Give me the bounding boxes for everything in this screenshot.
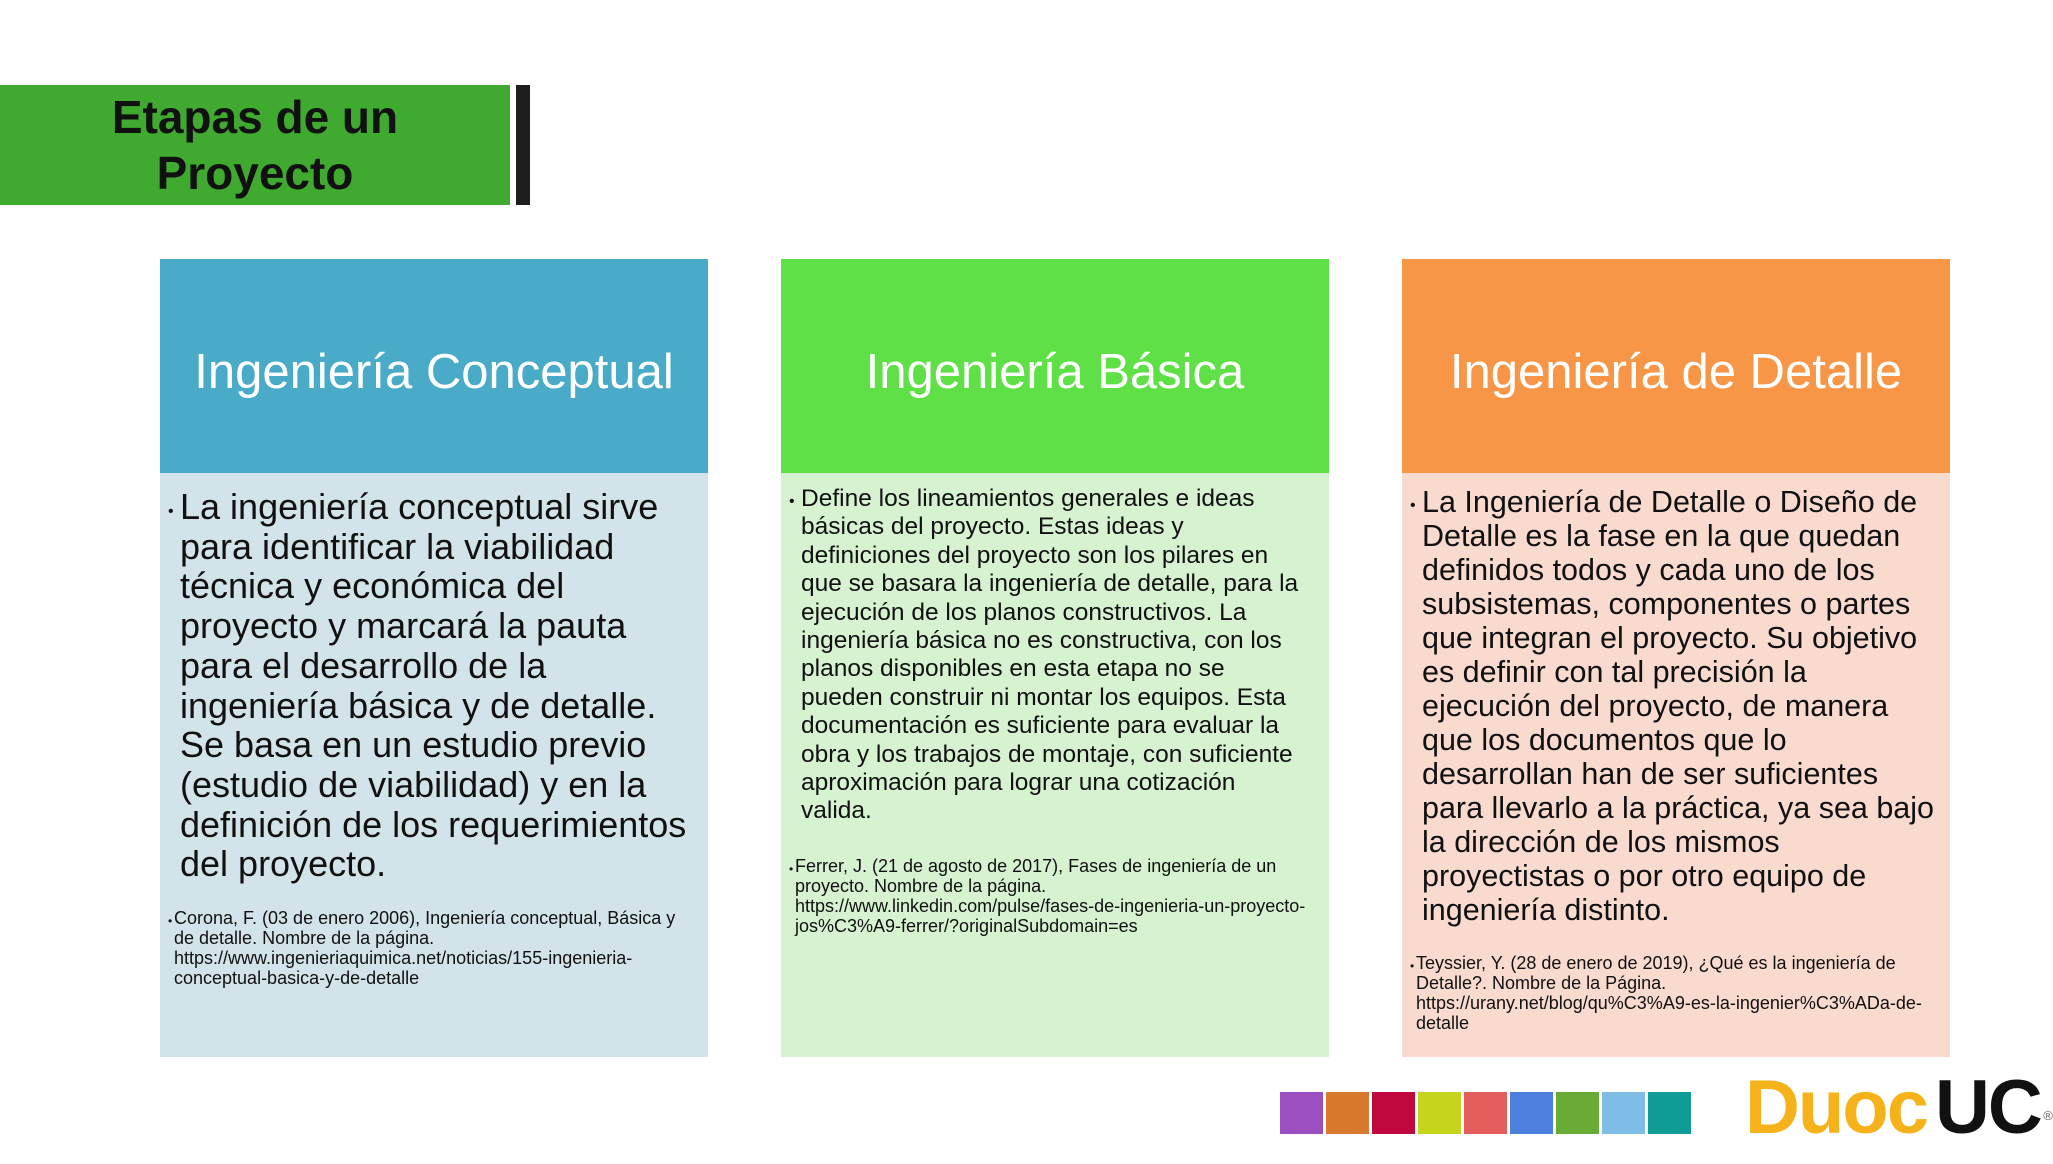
card-body — [160, 473, 708, 1057]
color-square — [1418, 1092, 1461, 1134]
card-body — [1402, 473, 1950, 1057]
title-accent-bar — [516, 85, 530, 205]
color-square — [1510, 1092, 1553, 1134]
bullet-icon: • — [1410, 497, 1416, 514]
card-basica — [781, 259, 1329, 1057]
card-heading: Ingeniería Conceptual — [194, 345, 674, 399]
bullet-icon: • — [168, 503, 174, 520]
card-header — [781, 259, 1329, 473]
color-square — [1648, 1092, 1691, 1134]
reference-text: Ferrer, J. (21 de agosto de 2017), Fases de ingeniería de un proyecto. Nombre de la página. https://www.linkedin.com/pulse/fases-de-ingenieria-un-proyecto-jos%C3%A9-ferrer/?originalSubdomain=es — [795, 855, 1306, 936]
bullet-icon: • — [789, 861, 794, 876]
bullet-text: La ingeniería conceptual sirve para identificar la viabilidad técnica y económica del proyecto y marcará la pauta para el desarrollo de la ingeniería básica y de detalle. Se basa en un estudio previo (estudio de viabilidad) y en la definición de los requerimientos del proyecto. — [180, 486, 687, 885]
card-heading: Ingeniería de Detalle — [1449, 345, 1903, 399]
color-square — [1602, 1092, 1645, 1134]
registered-mark: ® — [2043, 1108, 2053, 1123]
bullet-icon: • — [789, 493, 795, 510]
slide-title: Etapas de un Proyecto — [111, 91, 399, 199]
footer-color-strip — [1280, 1092, 1691, 1134]
bullet-icon: • — [1410, 959, 1415, 973]
bullet-item — [789, 485, 1313, 826]
color-square — [1372, 1092, 1415, 1134]
card-detalle — [1402, 259, 1950, 1057]
reference-item — [168, 908, 692, 988]
bullet-icon: • — [168, 914, 173, 929]
reference-item — [1410, 953, 1934, 1033]
reference-text: Teyssier, Y. (28 de enero de 2019), ¿Qué es la ingeniería de Detalle?. Nombre de la Página. https://urany.net/blog/qu%C3%A9-es-la-ingenier%C3%ADa-de-detalle — [1416, 953, 1922, 1033]
color-square — [1326, 1092, 1369, 1134]
duocuc-logo — [1745, 1060, 2053, 1156]
bullet-item — [168, 485, 692, 884]
logo-uc-text: UC — [1935, 1065, 2041, 1150]
color-square — [1464, 1092, 1507, 1134]
slide-title-box — [0, 85, 510, 205]
bullet-text: La Ingeniería de Detalle o Diseño de Detalle es la fase en la que quedan definidos todos y cada uno de los subsistemas, componentes o partes que integran el proyecto. Su objetivo es definir con tal precisión la ejecución del proyecto, de manera que los documentos que lo desarrollan han de ser suficientes para llevarlo a la práctica, ya sea bajo la dirección de los mismos proyectistas o por otro equipo de ingeniería distinto. — [1422, 485, 1935, 927]
card-header — [1402, 259, 1950, 473]
bullet-text: Define los lineamientos generales e ideas básicas del proyecto. Estas ideas y definiciones del proyecto son los pilares en que se basara la ingeniería de detalle, para la ejecución de los planos constructivos. La ingeniería básica no es constructiva, con los planos disponibles en esta etapa no se pueden construir ni montar los equipos. Esta documentación es suficiente para evaluar la obra y los trabajos de montaje, con suficiente aproximación para lograr una cotización valida. — [801, 485, 1299, 825]
color-square — [1280, 1092, 1323, 1134]
card-header — [160, 259, 708, 473]
reference-item — [789, 856, 1313, 936]
color-square — [1556, 1092, 1599, 1134]
logo-duoc-text: Duoc — [1745, 1065, 1927, 1150]
reference-text: Corona, F. (03 de enero 2006), Ingeniería conceptual, Básica y de detalle. Nombre de la página. https://www.ingenieriaquimica.net/noticias/155-ingenieria-conceptual-basica-y-de-detalle — [174, 908, 676, 989]
card-conceptual — [160, 259, 708, 1057]
bullet-item — [1410, 485, 1934, 927]
card-body — [781, 473, 1329, 1057]
card-heading: Ingeniería Básica — [865, 345, 1245, 399]
